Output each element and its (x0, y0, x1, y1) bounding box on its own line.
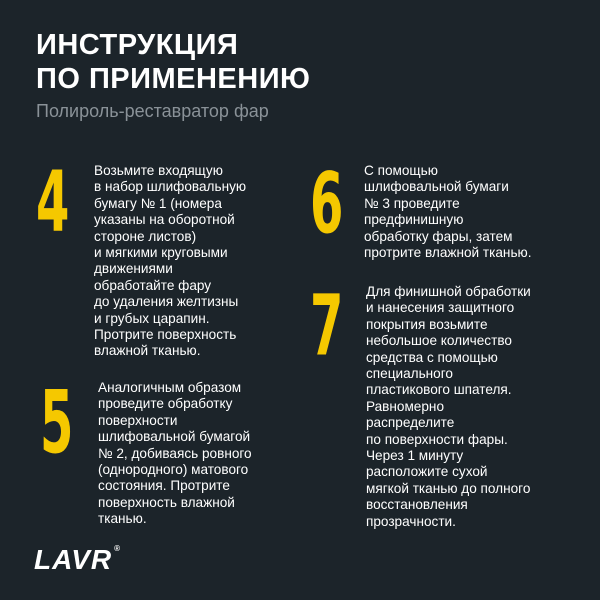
brand-logo (34, 544, 121, 576)
step-text-5: Аналогичным образом проведите обработку поверхности шлифовальной бумагой № 2, добиваясь ровного (однородного) матового состояния. Протрите поверхность влажной тканью. (98, 380, 252, 527)
step-number-5: 5 (40, 372, 74, 473)
step-number-4: 4 (36, 152, 70, 251)
step-number-6: 6 (310, 154, 344, 253)
logo-text: LAVR (34, 544, 113, 575)
title-line-2: ПО ПРИМЕНЕНИЮ (36, 63, 311, 95)
step-text-7: Для финишной обработки и нанесения защитного покрытия возьмите небольшое количество средства с помощью специального пластикового шпателя. Равномерно распределите по поверхности фары. Через 1 минуту расположите сухой мягкой тканью до полного восстановления прозрачности. (366, 284, 531, 529)
page-title (36, 28, 310, 96)
step-text-6: С помощью шлифовальной бумаги № 3 проведите предфинишную обработку фары, затем протрите влажной тканью. (364, 163, 532, 261)
subtitle: Полироль-реставратор фар (36, 101, 269, 121)
step-number-7: 7 (310, 276, 344, 375)
registered-mark: ® (114, 544, 122, 553)
title-line-1: ИНСТРУКЦИЯ (36, 29, 239, 61)
step-text-4: Возьмите входящую в набор шлифовальную бумагу № 1 (номера указаны на оборотной стороне листов) и мягкими круговыми движениями обработайте фару до удаления желтизны и грубых царапин. Протрите поверхность влажной тканью. (94, 163, 247, 359)
